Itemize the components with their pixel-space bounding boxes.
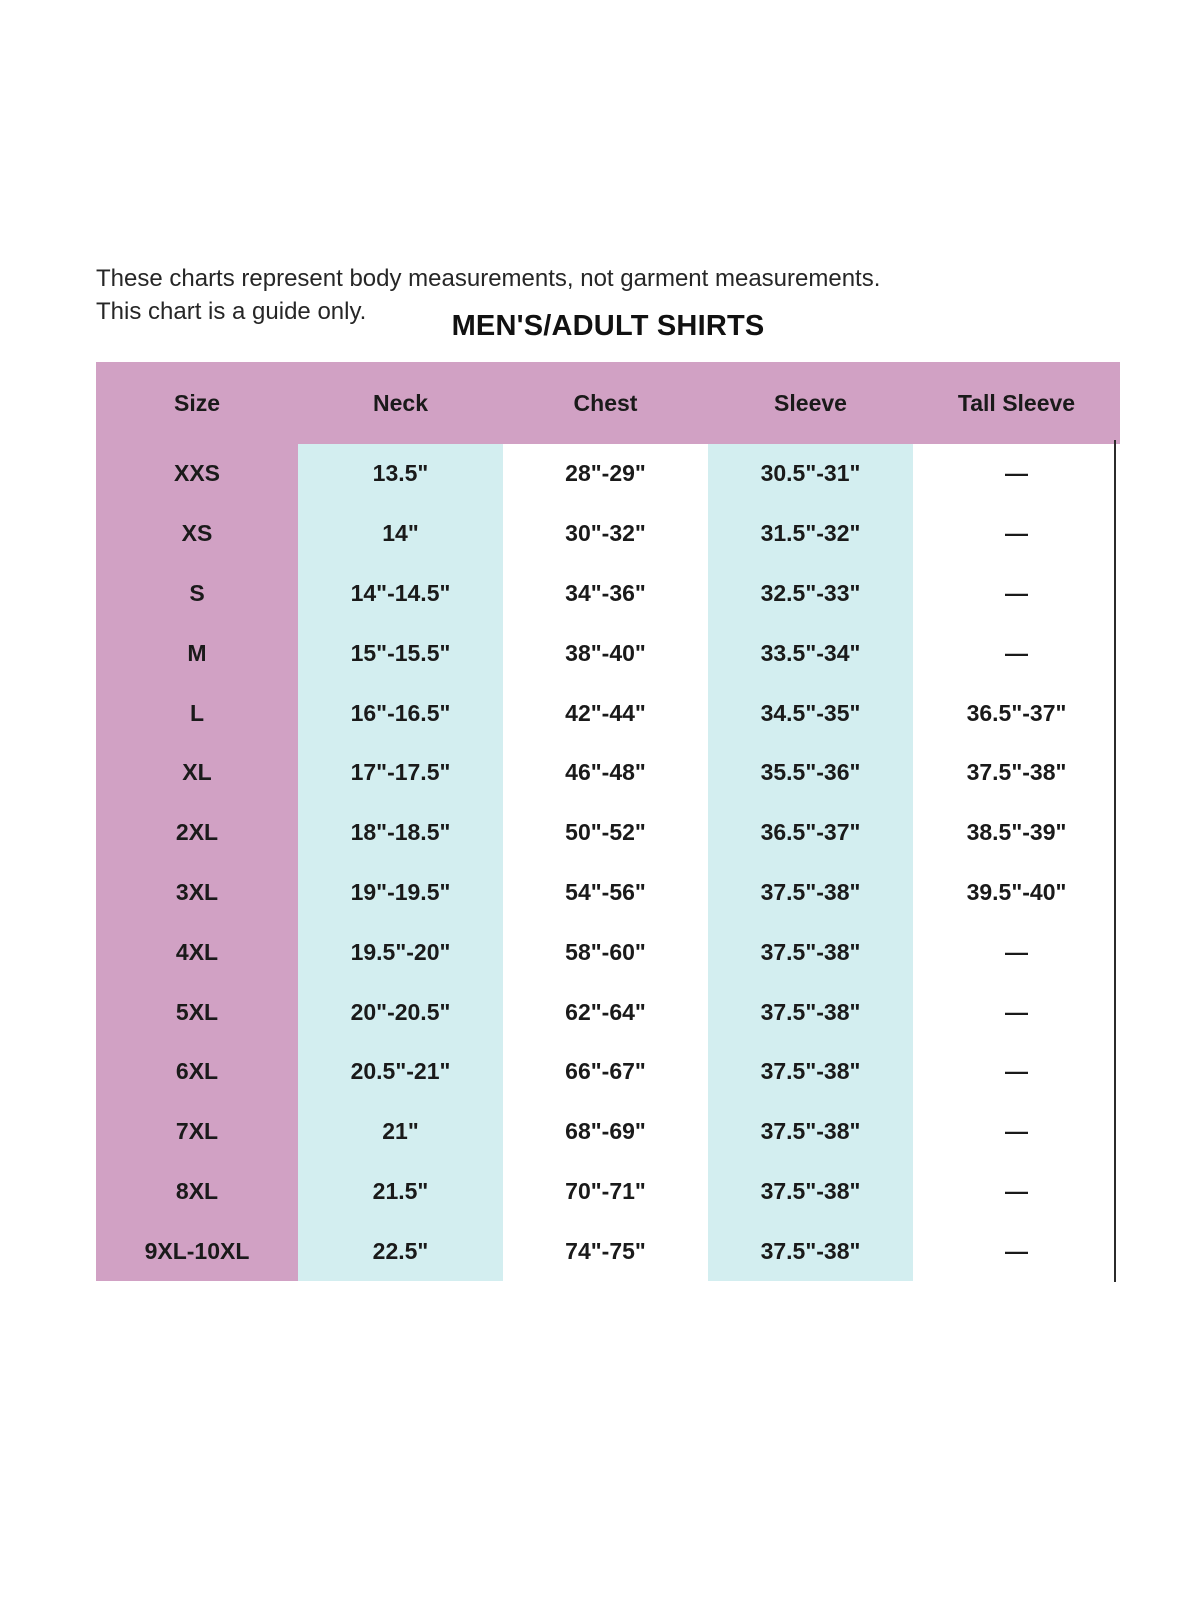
cell-neck: 14"-14.5" — [298, 564, 503, 624]
cell-chest: 74"-75" — [503, 1221, 708, 1281]
cell-tall-sleeve: 38.5"-39" — [913, 803, 1120, 863]
cell-size: 8XL — [96, 1162, 298, 1222]
cell-neck: 14" — [298, 504, 503, 564]
table-header — [96, 362, 1120, 444]
cell-chest: 70"-71" — [503, 1162, 708, 1222]
cell-neck: 17"-17.5" — [298, 743, 503, 803]
cell-sleeve: 37.5"-38" — [708, 1102, 913, 1162]
cell-chest: 66"-67" — [503, 1042, 708, 1102]
cell-size: XS — [96, 504, 298, 564]
cell-tall-sleeve: — — [913, 982, 1120, 1042]
cell-sleeve: 32.5"-33" — [708, 564, 913, 624]
table-row — [96, 1102, 1120, 1162]
table-row — [96, 922, 1120, 982]
cell-sleeve: 30.5"-31" — [708, 444, 913, 504]
cell-chest: 30"-32" — [503, 504, 708, 564]
cell-chest: 54"-56" — [503, 863, 708, 923]
table-row — [96, 863, 1120, 923]
table-row — [96, 1042, 1120, 1102]
column-header-tall-sleeve: Tall Sleeve — [913, 362, 1120, 444]
cell-neck: 21.5" — [298, 1162, 503, 1222]
cell-tall-sleeve: — — [913, 1042, 1120, 1102]
cell-chest: 38"-40" — [503, 623, 708, 683]
cell-tall-sleeve: — — [913, 1102, 1120, 1162]
table-right-rule — [1114, 440, 1116, 1282]
cell-tall-sleeve: — — [913, 1162, 1120, 1222]
cell-tall-sleeve: 36.5"-37" — [913, 683, 1120, 743]
cell-tall-sleeve: — — [913, 922, 1120, 982]
size-table-container — [96, 362, 1120, 1281]
cell-sleeve: 37.5"-38" — [708, 982, 913, 1042]
cell-neck: 20.5"-21" — [298, 1042, 503, 1102]
column-header-sleeve: Sleeve — [708, 362, 913, 444]
cell-neck: 20"-20.5" — [298, 982, 503, 1042]
cell-sleeve: 34.5"-35" — [708, 683, 913, 743]
table-row — [96, 683, 1120, 743]
cell-size: XXS — [96, 444, 298, 504]
cell-sleeve: 35.5"-36" — [708, 743, 913, 803]
cell-size: 6XL — [96, 1042, 298, 1102]
cell-sleeve: 37.5"-38" — [708, 1221, 913, 1281]
cell-chest: 28"-29" — [503, 444, 708, 504]
cell-tall-sleeve: 37.5"-38" — [913, 743, 1120, 803]
table-row — [96, 982, 1120, 1042]
cell-chest: 34"-36" — [503, 564, 708, 624]
column-header-chest: Chest — [503, 362, 708, 444]
table-row — [96, 1221, 1120, 1281]
intro-line-1: These charts represent body measurements, not garment measurements. — [96, 265, 881, 292]
cell-chest: 46"-48" — [503, 743, 708, 803]
cell-chest: 68"-69" — [503, 1102, 708, 1162]
cell-size: 2XL — [96, 803, 298, 863]
cell-size: XL — [96, 743, 298, 803]
table-row — [96, 623, 1120, 683]
cell-chest: 58"-60" — [503, 922, 708, 982]
table-body — [96, 444, 1120, 1281]
cell-tall-sleeve: — — [913, 1221, 1120, 1281]
cell-sleeve: 37.5"-38" — [708, 863, 913, 923]
cell-size: 5XL — [96, 982, 298, 1042]
cell-size: 4XL — [96, 922, 298, 982]
table-row — [96, 504, 1120, 564]
cell-tall-sleeve: — — [913, 564, 1120, 624]
column-header-size: Size — [96, 362, 298, 444]
table-header-row — [96, 362, 1120, 444]
cell-chest: 50"-52" — [503, 803, 708, 863]
cell-tall-sleeve: — — [913, 504, 1120, 564]
cell-neck: 22.5" — [298, 1221, 503, 1281]
cell-size: 7XL — [96, 1102, 298, 1162]
table-row — [96, 803, 1120, 863]
size-table — [96, 362, 1120, 1281]
cell-size: 3XL — [96, 863, 298, 923]
table-row — [96, 1162, 1120, 1222]
cell-tall-sleeve: — — [913, 444, 1120, 504]
cell-sleeve: 31.5"-32" — [708, 504, 913, 564]
cell-tall-sleeve: 39.5"-40" — [913, 863, 1120, 923]
table-row — [96, 743, 1120, 803]
cell-sleeve: 37.5"-38" — [708, 1162, 913, 1222]
table-row — [96, 444, 1120, 504]
cell-neck: 19.5"-20" — [298, 922, 503, 982]
cell-chest: 42"-44" — [503, 683, 708, 743]
cell-tall-sleeve: — — [913, 623, 1120, 683]
cell-size: 9XL-10XL — [96, 1221, 298, 1281]
cell-neck: 21" — [298, 1102, 503, 1162]
intro-line-2: This chart is a guide only. — [96, 298, 367, 326]
cell-neck: 13.5" — [298, 444, 503, 504]
cell-sleeve: 33.5"-34" — [708, 623, 913, 683]
cell-neck: 19"-19.5" — [298, 863, 503, 923]
cell-size: M — [96, 623, 298, 683]
column-header-neck: Neck — [298, 362, 503, 444]
cell-size: S — [96, 564, 298, 624]
cell-sleeve: 37.5"-38" — [708, 922, 913, 982]
cell-neck: 16"-16.5" — [298, 683, 503, 743]
cell-sleeve: 36.5"-37" — [708, 803, 913, 863]
page-title: MEN'S/ADULT SHIRTS — [451, 310, 765, 342]
cell-sleeve: 37.5"-38" — [708, 1042, 913, 1102]
cell-neck: 15"-15.5" — [298, 623, 503, 683]
table-row — [96, 564, 1120, 624]
cell-chest: 62"-64" — [503, 982, 708, 1042]
cell-neck: 18"-18.5" — [298, 803, 503, 863]
cell-size: L — [96, 683, 298, 743]
